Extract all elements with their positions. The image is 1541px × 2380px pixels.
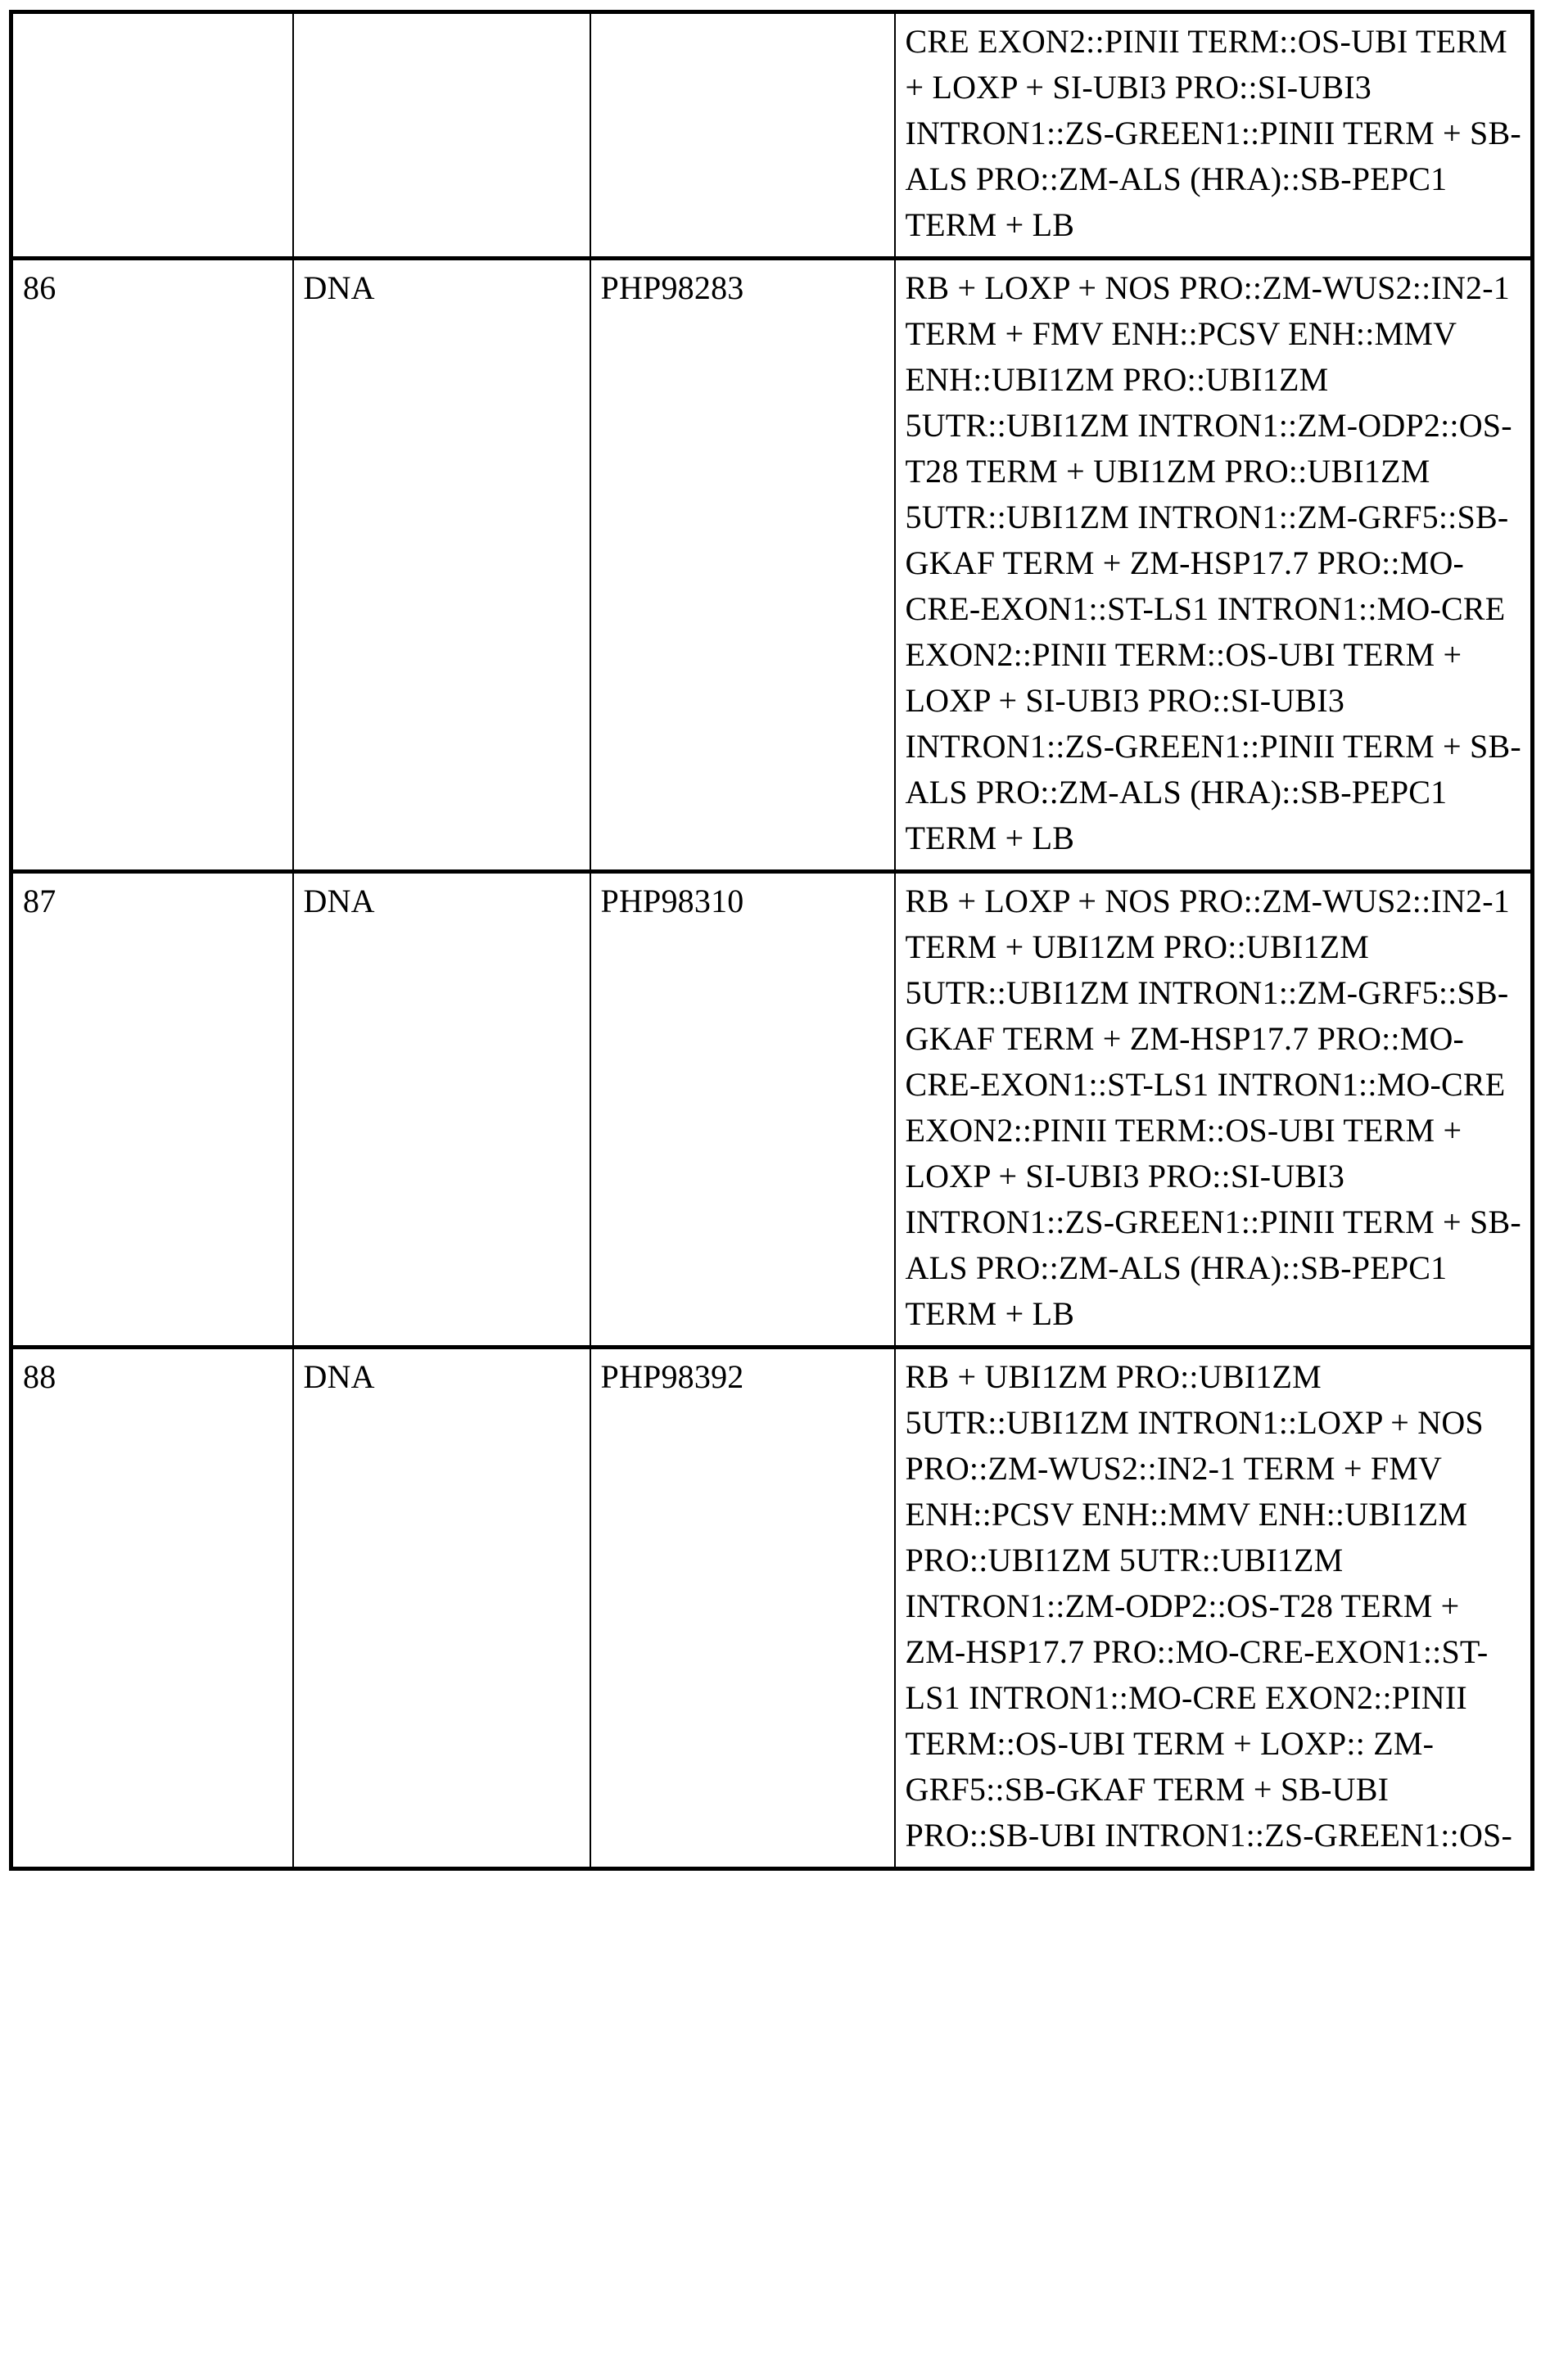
cell-molecule-type <box>293 12 590 259</box>
construct-name-value: PHP98392 <box>600 1358 744 1395</box>
cell-seq-id <box>11 1348 293 1869</box>
construct-name-value: PHP98310 <box>600 883 744 919</box>
cell-description <box>895 1348 1533 1869</box>
cell-construct-name <box>590 259 895 872</box>
seq-id-value: 87 <box>23 883 56 919</box>
cell-molecule-type <box>293 1348 590 1869</box>
construct-name-value: PHP98283 <box>600 269 744 306</box>
cell-molecule-type <box>293 872 590 1348</box>
seq-id-value: 86 <box>23 269 56 306</box>
description-value: RB + LOXP + NOS PRO::ZM-WUS2::IN2-1 TERM + UBI1ZM PRO::UBI1ZM 5UTR::UBI1ZM INTRON1::ZM-GRF5::SB-GKAF TERM + ZM-HSP17.7 PRO::MO-CRE-EXON1::ST-LS1 INTRON1::MO-CRE EXON2::PINII TERM::OS-UBI TERM + LOXP + SI-UBI3 PRO::SI-UBI3 INTRON1::ZS-GREEN1::PINII TERM + SB-ALS PRO::ZM-ALS (HRA)::SB-PEPC1 TERM + LB <box>905 883 1521 1332</box>
molecule-type-value: DNA <box>303 269 375 306</box>
cell-construct-name <box>590 1348 895 1869</box>
cell-seq-id <box>11 872 293 1348</box>
description-value: RB + UBI1ZM PRO::UBI1ZM 5UTR::UBI1ZM INTRON1::LOXP + NOS PRO::ZM-WUS2::IN2-1 TERM + FMV ENH::PCSV ENH::MMV ENH::UBI1ZM PRO::UBI1ZM 5UTR::UBI1ZM INTRON1::ZM-ODP2::OS-T28 TERM + ZM-HSP17.7 PRO::MO-CRE-EXON1::ST-LS1 INTRON1::MO-CRE EXON2::PINII TERM::OS-UBI TERM + LOXP:: ZM-GRF5::SB-GKAF TERM + SB-UBI PRO::SB-UBI INTRON1::ZS-GREEN1::OS- <box>905 1358 1512 1854</box>
description-value: CRE EXON2::PINII TERM::OS-UBI TERM + LOXP + SI-UBI3 PRO::SI-UBI3 INTRON1::ZS-GREEN1::PINII TERM + SB-ALS PRO::ZM-ALS (HRA)::SB-PEPC1 TERM + LB <box>905 23 1521 243</box>
cell-description <box>895 872 1533 1348</box>
cell-description <box>895 12 1533 259</box>
table-row <box>11 259 1533 872</box>
cell-construct-name <box>590 872 895 1348</box>
cell-construct-name <box>590 12 895 259</box>
molecule-type-value: DNA <box>303 883 375 919</box>
table-row <box>11 12 1533 259</box>
table-body <box>11 12 1533 1869</box>
cell-seq-id <box>11 12 293 259</box>
seq-id-value: 88 <box>23 1358 56 1395</box>
table-row <box>11 872 1533 1348</box>
description-value: RB + LOXP + NOS PRO::ZM-WUS2::IN2-1 TERM + FMV ENH::PCSV ENH::MMV ENH::UBI1ZM PRO::UBI1ZM 5UTR::UBI1ZM INTRON1::ZM-ODP2::OS-T28 TERM + UBI1ZM PRO::UBI1ZM 5UTR::UBI1ZM INTRON1::ZM-GRF5::SB-GKAF TERM + ZM-HSP17.7 PRO::MO-CRE-EXON1::ST-LS1 INTRON1::MO-CRE EXON2::PINII TERM::OS-UBI TERM + LOXP + SI-UBI3 PRO::SI-UBI3 INTRON1::ZS-GREEN1::PINII TERM + SB-ALS PRO::ZM-ALS (HRA)::SB-PEPC1 TERM + LB <box>905 269 1521 856</box>
molecule-type-value: DNA <box>303 1358 375 1395</box>
table-row <box>11 1348 1533 1869</box>
sequence-listing-table <box>9 10 1534 1871</box>
cell-description <box>895 259 1533 872</box>
cell-molecule-type <box>293 259 590 872</box>
cell-seq-id <box>11 259 293 872</box>
